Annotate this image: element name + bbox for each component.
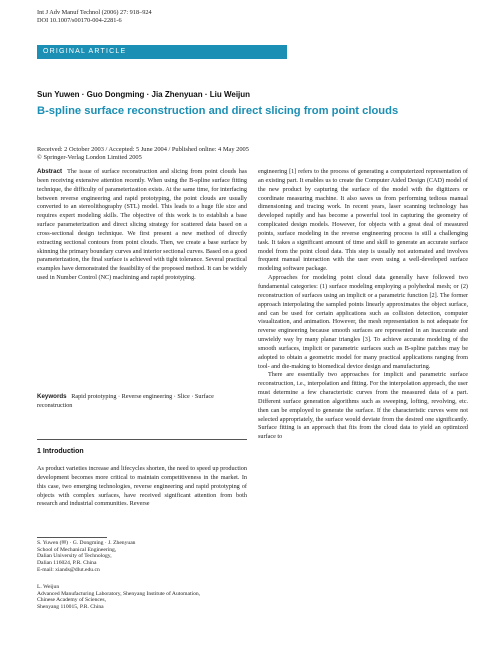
keywords-text: Rapid prototyping · Reverse engineering · Slice · Surface reconstruction: [37, 393, 214, 409]
received-accepted-line: Received: 2 October 2003 / Accepted: 5 June 2004 / Published online: 4 May 2005: [37, 146, 249, 153]
section-heading: 1 Introduction: [37, 448, 84, 455]
publication-dates: [37, 146, 249, 162]
section-divider: [37, 439, 247, 440]
body-right-column: [258, 168, 468, 442]
keywords-label: Keywords: [37, 393, 67, 400]
affiliation-1: [37, 540, 247, 574]
article-type-banner: [37, 45, 287, 59]
affiliation-2-names: L. Weijun: [37, 584, 60, 590]
affiliation-email: E-mail: xiands@dlut.edu.cn: [37, 566, 100, 573]
keywords: [37, 393, 247, 411]
journal-citation: [37, 9, 152, 25]
journal-reference: Int J Adv Manuf Technol (2006) 27: 918–924: [37, 9, 152, 16]
abstract-text: The issue of surface reconstruction and slicing from point clouds has been receiving extensive attention recently. When using the B-spline surface fitting technique, the difficulty of parameterization exists. At the same time, for interfacing between reverse engineering and rapid prototyping, the point clouds are usually converted to an stereolithography (STL) model. This leads to a huge file size and requires expert modeling skills. The objective of this work is to establish a base surface parameterization and direct slicing strategy for scattered data based on a cross-sectional design technique. We first present a new method of directly extracting sectional contours from point clouds. Then, we create a base surface by skinning the primary boundary curves and interior sectional curves. Based on a good parameterization, the final surface is achieved with tight tolerance. Several practical examples have demonstrated the feasibility of the proposed method. It can be widely used in Number Control (NC) machining and rapid prototyping.: [37, 168, 247, 282]
affiliation-1-line: Dalian 116024, P.R. China: [37, 560, 97, 567]
footnote-divider: [37, 537, 107, 538]
affiliation-2-line: Shenyang 110015, P.R. China: [37, 604, 104, 611]
abstract-label: Abstract: [37, 168, 63, 175]
paper-title: B-spline surface reconstruction and direct slicing from point clouds: [37, 105, 399, 117]
affiliation-2: [37, 584, 247, 611]
affiliation-2-line: Advanced Manufacturing Laboratory, Shenyang Institute of Automation,: [37, 590, 201, 597]
affiliation-2-line: Chinese Academy of Sciences,: [37, 597, 106, 604]
abstract: [37, 168, 247, 283]
copyright-line: © Springer-Verlag London Limited 2005: [37, 154, 142, 161]
doi: DOI 10.1007/s00170-004-2281-6: [37, 17, 122, 24]
body-paragraph: There are essentially two approaches for implicit and parametric surface reconstruction, i.e., interpolation and fitting. For the interpolation approach, the user must determine a few characteristic curves from the measured data of a part. Different surface generation algorithms such as sweeping, lofting, revolving, etc. then can be employed to generate the surface. If the characteristic curves were not selected appropriately, the surface would deviate from the desired one significantly. Surface fitting is an approach that fits from the cloud data to yield an optimized surface to: [258, 371, 468, 441]
article-type-label: ORIGINAL ARTICLE: [43, 48, 127, 55]
author-list: Sun Yuwen · Guo Dongming · Jia Zhenyuan · Liu Weijun: [37, 90, 251, 99]
body-paragraph: engineering [1] refers to the process of generating a computerized representation of an existing part. It enables us to create the Computer Aided Design (CAD) model of the new product by capturing the surface of the model with the digitizers or coordinate measuring machine. It also saves us from performing tedious manual dimensioning and tracing work. In recent years, laser scanning technology has developed rapidly and has become a powerful tool in capturing the geometry of complicated design models. However, for objects with a great deal of measured points, surface modeling in the reverse engineering process is still a challenging task. It takes a significant amount of time and skill to generate an accurate surface model from the point cloud data. This step is usually not automated and involves frequent manual interaction with the user even using a well-developed surface modeling software package.: [258, 168, 468, 273]
affiliation-1-line: Dalian University of Technology,: [37, 553, 112, 560]
body-paragraph: Approaches for modeling point cloud data generally have followed two fundamental categories: (1) surface modeling employing a polyhedral mesh; or (2) reconstruction of surfaces using an implicit or a parametric function [2]. The former approach interpolating the sampled points linearly approximates the object surface, and can be used for certain applications such as collision detection, computer visualization, and animation. However, the mesh representation is not adequate for reverse engineering because smooth surfaces are represented in an inaccurate and unwieldy way by many planar triangles [3]. To achieve accurate modeling of the smooth surfaces, implicit or parametric surfaces such as B-spline patches may be adopted to obtain a geometric model for many practical applications ranging from tool- and die-making to biomedical device design and manufacturing.: [258, 274, 468, 370]
affiliation-1-line: School of Mechanical Engineering,: [37, 546, 117, 553]
introduction-text: As product varieties increase and lifecycles shorten, the need to speed up production development becomes more critical to maintain competitiveness in the market. In this case, two emerging technologies, reverse engineering and rapid prototyping of objects with complex surfaces, have received significant attention from both research and industrial communities. Reverse: [37, 465, 247, 508]
affiliation-1-names: S. Yuwen (✉) · G. Dongming · J. Zhenyuan: [37, 540, 136, 546]
